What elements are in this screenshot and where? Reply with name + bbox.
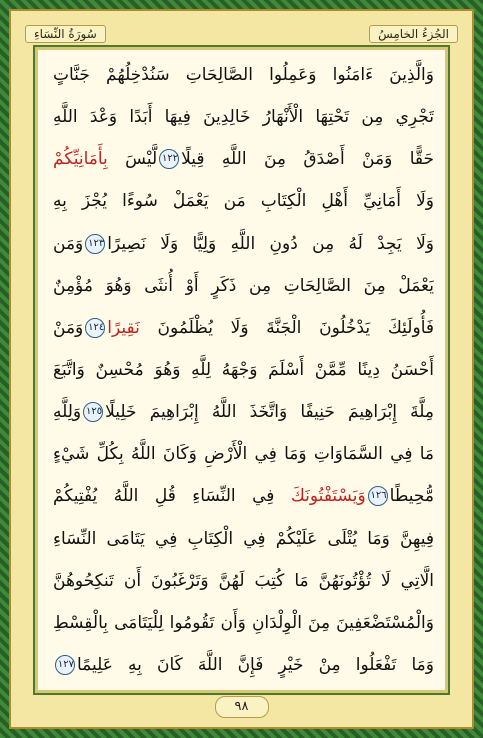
- verse-text: فِي النِّسَاءِ قُلِ اللَّهُ يُفْتِيكُمْ: [53, 486, 291, 507]
- verse-line: [53, 645, 434, 685]
- verse-line: [53, 561, 434, 601]
- verse-text: مُّحِيطًا: [389, 486, 434, 507]
- verse-line: [53, 392, 434, 432]
- text-area: [33, 45, 450, 695]
- verse-text: وَالَّذِينَ ءَامَنُوا وَعَمِلُوا الصَّالِحَاتِ سَنُدْخِلُهُمْ جَنَّاتٍ: [53, 65, 434, 85]
- verse-text: مَا فِي السَّمَاوَاتِ وَمَا فِي الْأَرْضِ وَكَانَ اللَّهُ بِكُلِّ شَيْءٍ: [53, 444, 434, 465]
- verse-text: وَلَا أَمَانِيِّ أَهْلِ الْكِتَابِ مَن يَعْمَلْ سُوءًا يُجْزَ بِهِ: [53, 191, 434, 212]
- verse-line: [53, 434, 434, 474]
- verse-lines: [53, 55, 434, 685]
- verse-text: مِلَّةَ إِبْرَاهِيمَ حَنِيفًا وَاتَّخَذَ اللَّهُ إِبْرَاهِيمَ خَلِيلًا: [105, 402, 434, 423]
- verse-text: تَجْرِي مِن تَحْتِهَا الْأَنْهَارُ خَالِدِينَ فِيهَا أَبَدًا وَعْدَ اللَّهِ: [53, 107, 434, 128]
- verse-text: لَّيْسَ: [107, 149, 158, 170]
- ayah-number-marker: ١٢٥: [83, 402, 103, 422]
- verse-text: وَلَا يَجِدْ لَهُ مِن دُونِ اللَّهِ وَلِيًّا وَلَا نَصِيرًا: [107, 233, 434, 254]
- verse-text: وَلِلَّهِ: [53, 402, 82, 423]
- verse-text: وَمَن: [53, 233, 84, 254]
- ayah-number-marker: ١٢٢: [159, 149, 179, 169]
- highlighted-word: وَيَسْتَفْتُونَكَ: [290, 486, 366, 507]
- verse-line: [53, 55, 434, 95]
- page-frame-inner: [9, 9, 474, 729]
- verse-text: فَأُولَئِكَ يَدْخُلُونَ الْجَنَّةَ وَلَا يُظْلَمُونَ: [139, 317, 434, 338]
- verse-text: وَمَنْ: [53, 317, 84, 338]
- ayah-number-marker: ١٢٤: [85, 318, 105, 338]
- verse-text: وَالْمُسْتَضْعَفِينَ مِنَ الْوِلْدَانِ وَأَن تَقُومُوا لِلْيَتَامَى بِالْقِسْطِ: [53, 612, 434, 633]
- page-number: ٩٨: [215, 696, 269, 718]
- verse-line: [53, 266, 434, 306]
- verse-line: [53, 139, 434, 179]
- verse-line: [53, 476, 434, 516]
- verse-text: حَقًّا وَمَنْ أَصْدَقُ مِنَ اللَّهِ قِيلًا: [181, 149, 434, 170]
- verse-line: [53, 350, 434, 390]
- verse-line: [53, 181, 434, 221]
- ayah-number-marker: ١٢٧: [55, 655, 75, 675]
- highlighted-word: نَقِيرًا: [107, 317, 140, 338]
- verse-line: [53, 224, 434, 264]
- verse-line: [53, 603, 434, 643]
- verse-text: وَمَا تَفْعَلُوا مِنْ خَيْرٍ فَإِنَّ اللَّهَ كَانَ بِهِ عَلِيمًا: [77, 654, 434, 675]
- highlighted-word: بِأَمَانِيِّكُمْ: [53, 149, 108, 170]
- ayah-number-marker: ١٢٣: [85, 234, 105, 254]
- verse-line: [53, 519, 434, 559]
- verse-text: يَعْمَلْ مِنَ الصَّالِحَاتِ مِن ذَكَرٍ أَوْ أُنثَى وَهُوَ مُؤْمِنٌ: [53, 275, 434, 296]
- verse-text: أَحْسَنُ دِينًا مِّمَّنْ أَسْلَمَ وَجْهَهُ لِلَّهِ وَهُوَ مُحْسِنٌ وَاتَّبَعَ: [53, 359, 434, 380]
- verse-text: فِيهِنَّ وَمَا يُتْلَى عَلَيْكُمْ فِي الْكِتَابِ فِي يَتَامَى النِّسَاءِ: [53, 528, 434, 549]
- verse-line: [53, 97, 434, 137]
- page-header: [25, 23, 458, 45]
- ayah-number-marker: ١٢٦: [368, 486, 388, 506]
- surah-label: سُورَةُ النِّسَاءِ: [25, 25, 106, 43]
- verse-line: [53, 308, 434, 348]
- juz-label: الجُزءُ الخامِسُ: [369, 25, 458, 43]
- verse-text: الَّاتِي لَا تُؤْتُونَهُنَّ مَا كُتِبَ لَهُنَّ وَتَرْغَبُونَ أَن تَنكِحُوهُنَّ: [53, 570, 434, 591]
